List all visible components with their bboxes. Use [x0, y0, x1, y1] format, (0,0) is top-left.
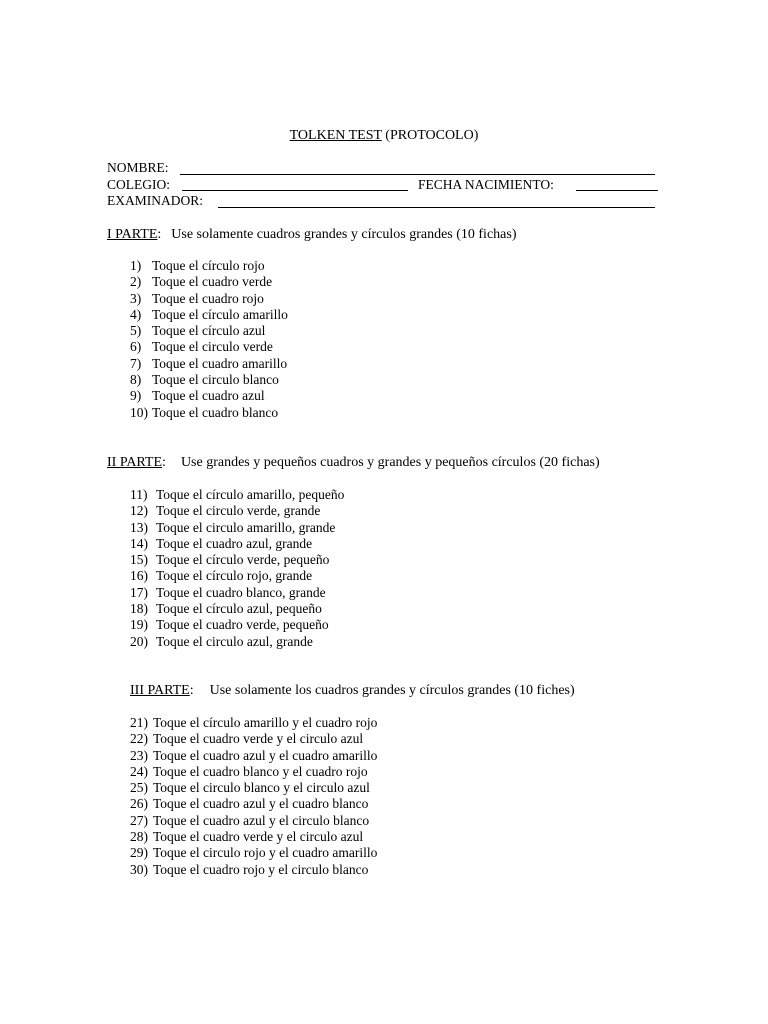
list-item: [130, 536, 344, 552]
item-text: Toque el circulo verde: [152, 339, 273, 355]
item-number: 15): [130, 552, 148, 568]
item-text: Toque el circulo verde, grande: [156, 503, 321, 519]
item-text: Toque el circulo amarillo, grande: [156, 519, 336, 535]
item-text: Toque el cuadro azul y el cuadro amarillo: [153, 747, 378, 763]
item-number: 21): [130, 715, 148, 730]
part3-description: Use solamente los cuadros grandes y círculos grandes (10 fiches): [209, 683, 575, 698]
part2-description: Use grandes y pequeños cuadros y grandes y pequeños círculos (20 fichas): [180, 455, 600, 470]
item-number: 20): [130, 633, 148, 649]
colegio-line[interactable]: [182, 190, 408, 191]
list-item: [130, 780, 377, 796]
item-number: 8): [130, 372, 142, 388]
nombre-line[interactable]: [180, 174, 655, 175]
item-number: 22): [130, 731, 148, 747]
item-text: Toque el cuadro azul, grande: [156, 535, 313, 551]
item-text: Toque el círculo amarillo: [152, 306, 288, 322]
item-number: 10): [130, 404, 148, 420]
item-number: 16): [130, 568, 148, 584]
item-text: Toque el círculo azul: [152, 323, 266, 339]
examinador-line[interactable]: [218, 207, 655, 208]
list-item: [130, 291, 288, 307]
title-suffix: (PROTOCOLO): [381, 128, 479, 143]
list-item: [130, 715, 377, 731]
item-text: Toque el cuadro rojo: [152, 290, 264, 306]
item-number: 24): [130, 763, 148, 779]
list-item: [130, 274, 288, 290]
item-number: 23): [130, 747, 148, 763]
item-number: 4): [130, 306, 142, 322]
examinador-label: EXAMINADOR:: [107, 193, 203, 208]
colegio-label: COLEGIO:: [107, 177, 170, 192]
item-text: Toque el cuadro blanco: [152, 404, 279, 420]
item-text: Toque el cuadro blanco y el cuadro rojo: [153, 763, 368, 779]
item-number: 3): [130, 290, 142, 306]
part1-label: I PARTE: [107, 227, 158, 242]
list-item: [130, 764, 377, 780]
item-number: 29): [130, 845, 148, 861]
list-item: [130, 487, 344, 503]
nombre-label: NOMBRE:: [107, 160, 169, 175]
fecha-nacimiento-label: FECHA NACIMIENTO:: [418, 177, 554, 192]
list-item: [130, 829, 377, 845]
item-number: 18): [130, 601, 148, 617]
part1-sep: :: [157, 227, 162, 242]
item-number: 11): [130, 487, 148, 502]
part3-list: [130, 715, 377, 878]
item-text: Toque el circulo rojo y el cuadro amarillo: [153, 845, 378, 861]
part2-sep: :: [162, 455, 166, 470]
list-item: [130, 601, 344, 617]
item-text: Toque el círculo amarillo y el cuadro rojo: [153, 715, 378, 730]
fecha-nacimiento-line[interactable]: [576, 190, 658, 191]
item-number: 19): [130, 617, 148, 633]
item-text: Toque el cuadro blanco, grande: [156, 584, 326, 600]
item-number: 25): [130, 780, 148, 796]
item-text: Toque el cuadro verde y el circulo azul: [153, 731, 364, 747]
item-number: 30): [130, 861, 148, 877]
part3-sep: :: [189, 683, 194, 698]
list-item: [130, 258, 288, 274]
list-item: [130, 307, 288, 323]
item-text: Toque el cuadro amarillo: [152, 355, 288, 371]
list-item: [130, 634, 344, 650]
list-item: [130, 617, 344, 633]
list-item: [130, 585, 344, 601]
list-item: [130, 796, 377, 812]
item-number: 28): [130, 829, 148, 845]
item-number: 9): [130, 388, 142, 404]
list-item: [130, 323, 288, 339]
list-item: [130, 503, 344, 519]
item-number: 2): [130, 274, 142, 290]
item-number: 7): [130, 355, 142, 371]
list-item: [130, 356, 288, 372]
document-title: [0, 127, 768, 145]
item-text: Toque el círculo rojo, grande: [156, 568, 313, 584]
part1-description: Use solamente cuadros grandes y círculos grandes (10 fichas): [171, 227, 517, 242]
item-text: Toque el cuadro azul: [152, 388, 265, 404]
list-item: [130, 568, 344, 584]
list-item: [130, 388, 288, 404]
item-text: Toque el cuadro rojo y el circulo blanco: [153, 861, 369, 877]
list-item: [130, 862, 377, 878]
part1-heading: [107, 226, 516, 244]
item-number: 5): [130, 323, 142, 339]
list-item: [130, 731, 377, 747]
list-item: [130, 372, 288, 388]
item-number: 27): [130, 812, 148, 828]
list-item: [130, 520, 344, 536]
item-text: Toque el cuadro verde, pequeño: [156, 617, 329, 633]
part2-heading: [107, 454, 600, 472]
list-item: [130, 813, 377, 829]
item-text: Toque el cuadro verde: [152, 274, 273, 290]
part2-label: II PARTE: [107, 455, 163, 470]
item-text: Toque el circulo azul, grande: [156, 633, 313, 649]
item-text: Toque el círculo amarillo, pequeño: [156, 487, 345, 502]
title-main: TOLKEN TEST: [289, 128, 382, 143]
item-text: Toque el circulo blanco: [152, 372, 279, 388]
item-text: Toque el cuadro azul y el circulo blanco: [153, 812, 370, 828]
part3-heading: [130, 682, 575, 700]
list-item: [130, 552, 344, 568]
item-number: 12): [130, 503, 148, 519]
item-text: Toque el círculo azul, pequeño: [156, 601, 322, 617]
item-number: 26): [130, 796, 148, 812]
item-text: Toque el círculo rojo: [152, 258, 265, 273]
item-number: 1): [130, 258, 142, 273]
list-item: [130, 339, 288, 355]
list-item: [130, 748, 377, 764]
item-text: Toque el cuadro verde y el circulo azul: [153, 829, 364, 845]
item-number: 14): [130, 535, 148, 551]
part1-list: [130, 258, 288, 421]
item-text: Toque el cuadro azul y el cuadro blanco: [153, 796, 369, 812]
list-item: [130, 405, 288, 421]
list-item: [130, 845, 377, 861]
item-number: 13): [130, 519, 148, 535]
item-text: Toque el círculo verde, pequeño: [156, 552, 330, 568]
part3-label: III PARTE: [130, 683, 190, 698]
item-number: 6): [130, 339, 142, 355]
part2-list: [130, 487, 344, 650]
item-text: Toque el circulo blanco y el circulo azul: [153, 780, 370, 796]
item-number: 17): [130, 584, 148, 600]
